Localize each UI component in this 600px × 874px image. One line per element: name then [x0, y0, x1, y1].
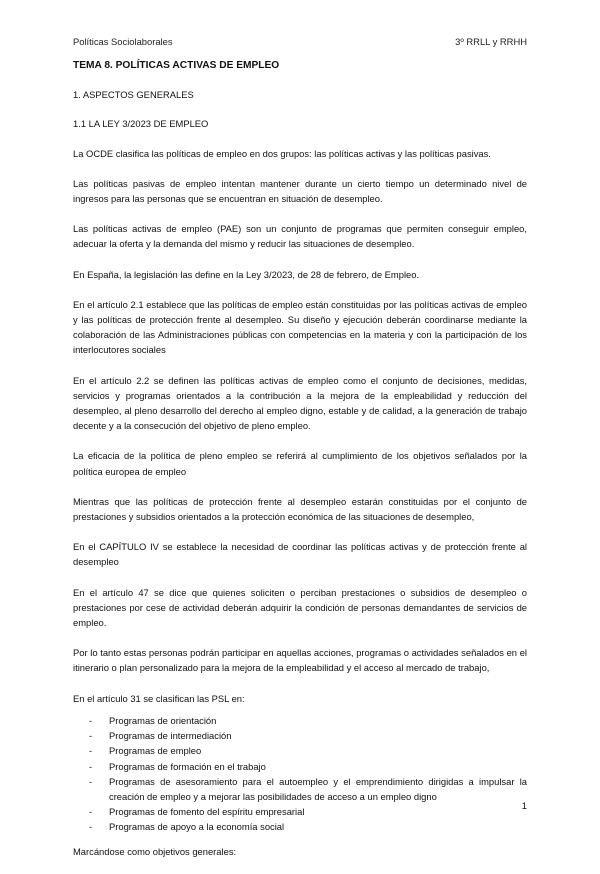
list-item: - Programas de formación en el trabajo	[73, 759, 527, 774]
list-item: - Programas de intermediación	[73, 728, 527, 743]
page-header	[73, 36, 527, 47]
list-item: - Programas de empleo	[73, 743, 527, 758]
closing-line: Marcándose como objetivos generales:	[73, 845, 237, 857]
paragraph: La OCDE clasifica las políticas de empleo en dos grupos: las políticas activas y las políticas pasivas.	[73, 147, 491, 159]
psl-list	[73, 713, 527, 835]
list-item: - Programas de asesoramiento para el autoempleo y el emprendimiento dirigidas a impulsar la creación de empleo y a mejorar las posibilidades de acceso a un empleo digno	[73, 774, 527, 804]
paragraph: En el CAPÍTULO IV se establece la necesidad de coordinar las políticas activas y de protección frente al desempleo	[73, 541, 527, 568]
document-title: TEMA 8. POLÍTICAS ACTIVAS DE EMPLEO	[73, 60, 280, 71]
page-number: 1	[521, 800, 527, 811]
paragraph: En el artículo 47 se dice que quienes soliciten o perciban prestaciones o subsidios de desempleo o prestaciones por cese de actividad deberán adquirir la condición de personas demandantes de servicios de empleo.	[73, 586, 527, 629]
paragraph: La eficacia de la política de pleno empleo se referirá al cumplimiento de los objetivos señalados por la política europea de empleo	[73, 450, 527, 477]
document-body	[73, 58, 527, 874]
paragraph: En el artículo 2.1 establece que las políticas de empleo están constituidas por las políticas activas de empleo y las políticas de protección frente al desempleo. Su diseño y ejecución deberán coordinarse mediante la colaboración de las Administraciones públicas con competencias en la materia y con la participación de los interlocutores sociales	[73, 298, 527, 356]
paragraph: Mientras que las políticas de protección frente al desempleo estarán constituidas por el conjunto de prestaciones y subsidios orientados a la protección económica de las situaciones de desempleo,	[73, 495, 527, 523]
paragraph: Las políticas activas de empleo (PAE) son un conjunto de programas que permiten conseguir empleo, adecuar la oferta y la demanda del mismo y reducir las situaciones de desempleo.	[73, 223, 527, 250]
paragraph: Por lo tanto estas personas podrán participar en aquellas acciones, programas o actividades señalados en el itinerario o plan personalizado para la mejora de la empleabilidad y el acceso al mercado de trabajo,	[73, 647, 527, 674]
paragraph: Las políticas pasivas de empleo intentan mantener durante un cierto tiempo un determinado nivel de ingresos para las personas que se encuentran en situación de desempleo.	[73, 177, 527, 205]
list-item: - Programas de fomento del espíritu empresarial	[73, 804, 527, 819]
paragraph: En el artículo 2.2 se definen las políticas activas de empleo como el conjunto de decisiones, medidas, servicios y programas orientados a la contribución a la mejora de la empleabilidad y reducción del desempleo, al pleno desarrollo del derecho al empleo digno, estable y de calidad, a la generación de trabajo decente y a la consecución del objetivo de pleno empleo.	[73, 374, 527, 432]
section-heading: 1. ASPECTOS GENERALES	[73, 89, 194, 101]
header-subject: Políticas Sociolaborales	[73, 36, 173, 47]
list-item: - Programas de apoyo a la economía social	[73, 819, 527, 834]
paragraph: En España, la legislación las define en la Ley 3/2023, de 28 de febrero, de Empleo.	[73, 268, 420, 280]
list-item: - Programas de orientación	[73, 713, 527, 728]
header-course: 3º RRLL y RRHH	[455, 36, 527, 47]
subsection-heading: 1.1 LA LEY 3/2023 DE EMPLEO	[73, 118, 209, 130]
paragraph: En el artículo 31 se clasifican las PSL en:	[73, 692, 245, 704]
